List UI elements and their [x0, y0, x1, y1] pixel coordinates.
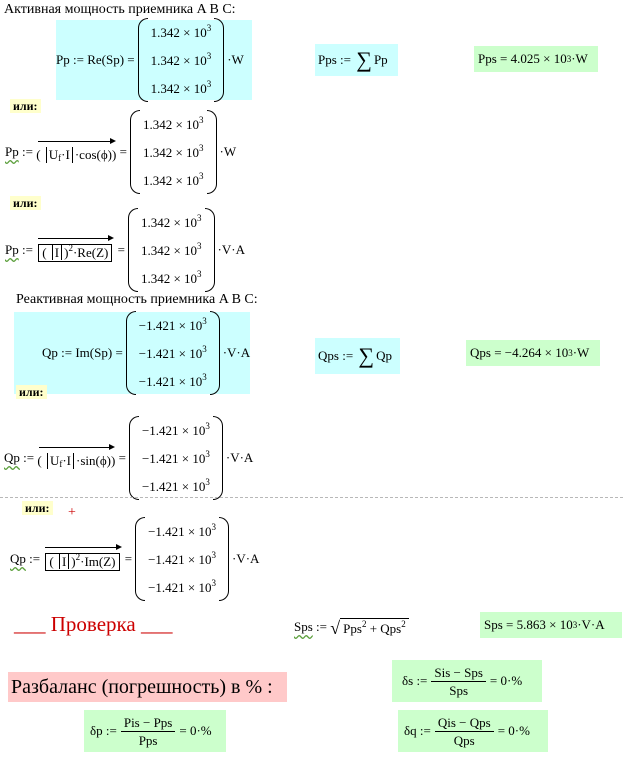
- sum-icon: ∑: [356, 47, 372, 72]
- unit-w: ·W: [227, 52, 244, 67]
- region-pp-re[interactable]: [56, 20, 252, 100]
- region-sps-def[interactable]: Sps := √ Pps$^2$ + Qps$^2$: [294, 612, 409, 642]
- qp-vector: $-1.421 \times 10^3$ $-1.421 \times 10^3$ $-1.421 \times 10^3$: [129, 416, 223, 500]
- ili-label-2: или:: [10, 196, 41, 210]
- reactive-power-header: Реактивная мощность приемника A B C:: [16, 292, 258, 307]
- ili-label-3: или:: [16, 385, 47, 399]
- qp-vector: $-1.421 \times 10^3$ $-1.421 \times 10^3$ $-1.421 \times 10^3$: [135, 517, 229, 601]
- region-delta-q[interactable]: δq := $\frac{\text{Qis − Qps}}{\text{Qps}}$ = 0·%: [398, 710, 548, 752]
- fraction: $\frac{\text{Qis − Qps}}{\text{Qps}}$: [435, 715, 494, 748]
- qp-vector: $-1.421 \times 10^3$ $-1.421 \times 10^3$ $-1.421 \times 10^3$: [126, 311, 220, 395]
- pp-vector: $1.342 \times 10^3$ $1.342 \times 10^3$ $1.342 \times 10^3$: [138, 18, 225, 102]
- fraction: $\frac{\text{Pis − Pps}}{\text{Pps}}$: [121, 715, 176, 748]
- pp-rhs: Re(Sp): [87, 52, 125, 67]
- pp-vector: $1.342 \times 10^3$ $1.342 \times 10^3$ $1.342 \times 10^3$: [128, 208, 215, 292]
- region-pp-cos[interactable]: Pp := ( $U_f\cdot I$ ·cos(ϕ) ) = $1.342 \times 10^3$ $1.342 \times 10^3$ $1.342 \times 10^3$ ·W: [5, 112, 236, 192]
- assign-op: :=: [72, 52, 84, 67]
- sqrt-icon: √ Pps$^2$ + Qps$^2$: [330, 618, 408, 637]
- insert-cursor-icon[interactable]: +: [68, 505, 76, 520]
- region-sps-result[interactable]: Sps = 5.863 × 10 3 ·V·A: [480, 612, 622, 638]
- sum-icon: ∑: [358, 343, 375, 368]
- region-qp-im[interactable]: Qp := Im(Sp) = $-1.421 \times 10^3$ $-1.421 \times 10^3$ $-1.421 \times 10^3$ ·V·A: [14, 312, 250, 394]
- region-delta-p[interactable]: δp := $\frac{\text{Pis − Pps}}{\text{Pps}}$ = 0·%: [84, 710, 226, 752]
- imbalance-heading: Разбаланс (погрешность) в % :: [8, 672, 287, 702]
- pp-vector: $1.342 \times 10^3$ $1.342 \times 10^3$ $1.342 \times 10^3$: [130, 110, 217, 194]
- region-pps-result[interactable]: Pps = 4.025 × 10 3 ·W: [474, 46, 598, 72]
- region-qp-imz[interactable]: Qp := ( I )$^2$·Im(Z) = $-1.421 \times 10^3$ $-1.421 \times 10^3$ $-1.421 \times 10^3$ ·V·A: [10, 516, 259, 602]
- ili-label-1: или:: [10, 99, 41, 113]
- vectorize-arrow: ( I )$^2$·Im(Z): [43, 547, 121, 571]
- fraction: $\frac{\text{Sis − Sps}}{\text{Sps}}$: [431, 665, 486, 698]
- pp-lhs: Pp: [56, 52, 70, 67]
- ili-label-4: или:: [22, 501, 53, 515]
- region-pp-rez[interactable]: Pp := ( I )$^2$·Re(Z) = $1.342 \times 10^3$ $1.342 \times 10^3$ $1.342 \times 10^3$ ·V·A: [5, 208, 245, 292]
- vectorize-arrow: ( I )$^2$·Re(Z): [36, 238, 114, 262]
- active-power-header: Активная мощность приемника A B C:: [4, 2, 236, 17]
- region-qp-sin[interactable]: Qp := ( $U_f\cdot I$ ·sin(ϕ) ) = $-1.421 \times 10^3$ $-1.421 \times 10^3$ $-1.421 \times 10^3$ ·V·A: [4, 418, 253, 498]
- check-heading: ___ Проверка ___: [14, 612, 173, 636]
- vectorize-arrow: ( $U_f\cdot I$ ·sin(ϕ) ): [37, 447, 115, 469]
- region-qps-def[interactable]: Qps := ∑ Qp: [315, 338, 400, 374]
- equals: =: [127, 52, 135, 67]
- region-qps-result[interactable]: Qps = −4.264 × 10 3 ·W: [466, 340, 600, 366]
- region-pps-def[interactable]: Pps := ∑ Pp: [315, 44, 398, 76]
- page-break-line: [0, 497, 623, 498]
- pp-lhs: Pp: [5, 144, 19, 159]
- region-delta-s[interactable]: δs := $\frac{\text{Sis − Sps}}{\text{Sps}}$ = 0·%: [392, 660, 542, 702]
- vectorize-arrow: ( $U_f\cdot I$ ·cos(ϕ) ): [36, 141, 116, 163]
